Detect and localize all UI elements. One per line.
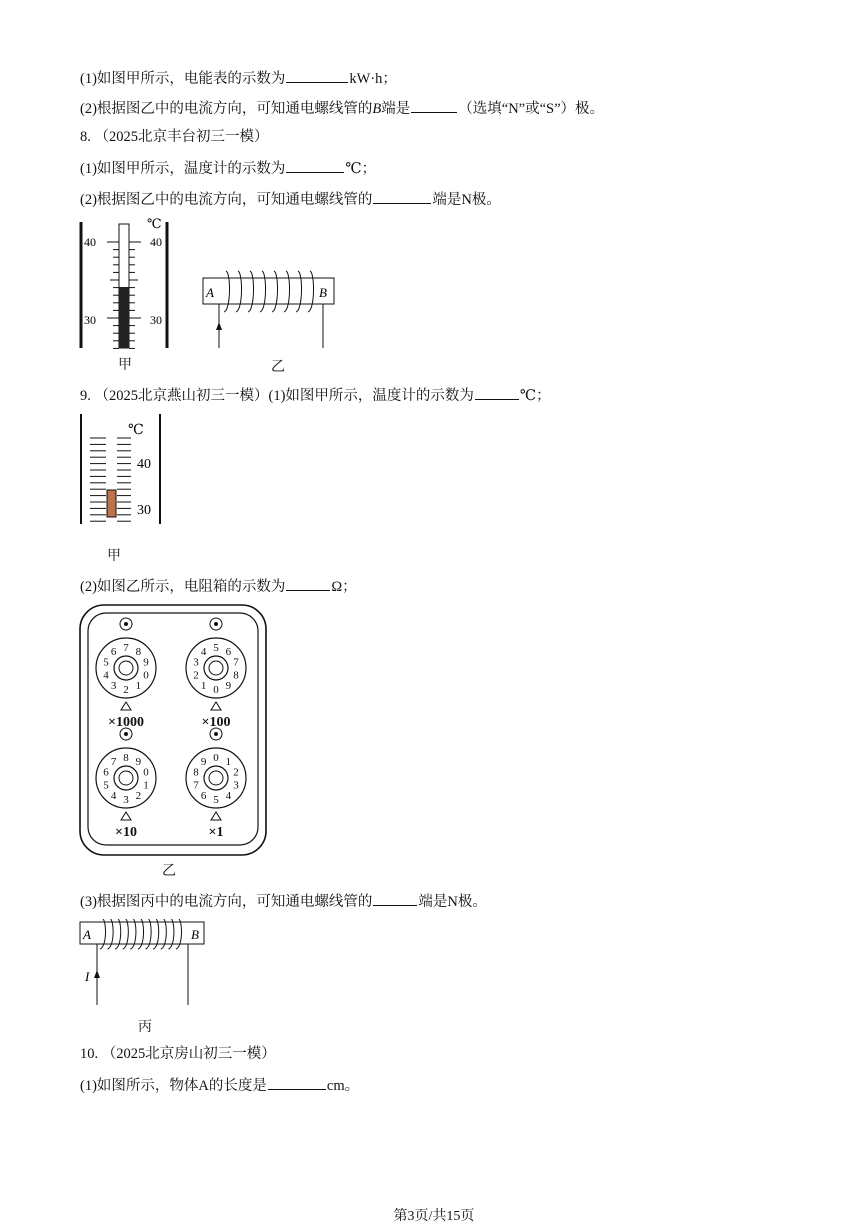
- q8-part2: [80, 189, 501, 209]
- coil-turn: [272, 271, 278, 312]
- dial-digit: 0: [143, 766, 149, 779]
- q8-part2-text: (2)根据图乙中的电流方向，可知通电螺线管的: [80, 192, 373, 208]
- coil-turn: [248, 271, 254, 312]
- resistance-box-figure: [78, 603, 268, 858]
- q8-thermometer-figure: [76, 214, 176, 354]
- q8-part1: [80, 158, 376, 178]
- q10-header: 10. （2025北京房山初三一模）: [80, 1046, 276, 1062]
- q9-header-text: 9. （2025北京燕山初三一模）(1)如图甲所示，温度计的示数为: [80, 388, 474, 404]
- coil-turn: [236, 271, 242, 312]
- resistance-dial: [186, 618, 246, 730]
- fig-caption-bing: 丙: [138, 1020, 152, 1035]
- dial-digit: 4: [103, 669, 109, 682]
- dial-digit: 3: [193, 656, 199, 669]
- dial-pointer-triangle: [121, 702, 131, 710]
- dial-digit: 9: [200, 756, 207, 769]
- q7-part2-variable: B: [372, 101, 382, 117]
- q9-thermometer-figure: [76, 412, 166, 528]
- current-label: I: [85, 969, 90, 984]
- q7-part2-mid: 端是: [381, 101, 411, 117]
- dial-digit: 2: [193, 669, 199, 682]
- dial-digit: 2: [123, 684, 129, 696]
- solenoid-end-a: A: [206, 285, 214, 300]
- dial-knob-inner: [209, 771, 223, 785]
- answer-blank[interactable]: [373, 189, 431, 204]
- dial-digit: 1: [143, 779, 149, 792]
- q10-part1-text: (1)如图所示，物体A的长度是: [80, 1078, 267, 1094]
- fig-caption-jia: 甲: [107, 549, 121, 564]
- dial-multiplier-label: ×1000: [108, 715, 144, 730]
- coil-turn: [308, 271, 314, 312]
- current-arrow: [216, 322, 222, 330]
- q9-header: [80, 385, 551, 405]
- fig-caption-jia: 甲: [118, 358, 132, 373]
- fig-caption-yi: 乙: [271, 360, 285, 375]
- therm-label-40-left: 40: [84, 235, 96, 249]
- dial-digit: 4: [200, 646, 207, 659]
- dial-knob-inner: [119, 661, 133, 675]
- dial-digit: 7: [233, 656, 239, 669]
- dial-pointer-triangle: [211, 812, 221, 820]
- coil-turn: [224, 271, 230, 312]
- q7-part2: [80, 98, 604, 118]
- dial-knob: [204, 656, 228, 680]
- dial-knob: [204, 766, 228, 790]
- q9-part3-text: (3)根据图丙中的电流方向，可知通电螺线管的: [80, 894, 373, 910]
- page-footer: 第3页/共15页: [393, 1209, 475, 1224]
- q7-part1-unit: kW·h；: [349, 71, 397, 87]
- q8-part1-unit: ℃；: [345, 161, 377, 177]
- coil-turn: [296, 271, 302, 312]
- therm-unit-label: ℃: [128, 423, 144, 438]
- dial-digit: 3: [233, 779, 239, 792]
- dial-digit: 1: [225, 756, 232, 769]
- terminal-knob-center: [124, 622, 128, 626]
- mercury-column: [119, 287, 129, 348]
- q8-part2-post: 端是N极。: [432, 192, 501, 208]
- dial-digit: 9: [135, 756, 142, 769]
- answer-blank[interactable]: [411, 98, 457, 113]
- q9-header-unit: ℃；: [519, 388, 551, 404]
- current-arrow: [94, 970, 100, 978]
- dial-digit: 5: [103, 779, 109, 792]
- terminal-knob-center: [214, 622, 218, 626]
- dial-digit: 7: [193, 779, 199, 792]
- dial-knob-inner: [119, 771, 133, 785]
- therm-label-40: 40: [137, 457, 151, 472]
- dial-digit: 8: [123, 752, 129, 764]
- dial-digit: 6: [225, 646, 232, 659]
- liquid-column: [107, 490, 116, 517]
- dial-digit: 5: [103, 656, 109, 669]
- q10-part1: [80, 1075, 359, 1095]
- resistance-dial: [186, 728, 246, 840]
- q8-header: 8. （2025北京丰台初三一模）: [80, 129, 269, 145]
- dial-multiplier-label: ×10: [115, 825, 137, 840]
- q7-part2-text: (2)根据图乙中的电流方向，可知通电螺线管的: [80, 101, 373, 117]
- dial-digit: 1: [200, 679, 207, 692]
- dial-digit: 9: [143, 656, 149, 669]
- q10-part1-unit: cm。: [326, 1078, 360, 1094]
- dial-digit: 3: [110, 679, 117, 692]
- answer-blank[interactable]: [268, 1075, 326, 1090]
- q9-part3: [80, 891, 487, 911]
- dial-digit: 2: [233, 766, 239, 779]
- fig-caption-yi: 乙: [162, 864, 176, 879]
- terminal-knob-center: [124, 732, 128, 736]
- dial-multiplier-label: ×1: [208, 825, 224, 840]
- answer-blank[interactable]: [286, 576, 330, 591]
- coil-turn: [284, 271, 290, 312]
- dial-digit: 0: [213, 752, 219, 764]
- solenoid-end-b: B: [191, 927, 199, 942]
- dial-knob: [114, 656, 138, 680]
- q9-part3-post: 端是N极。: [418, 894, 487, 910]
- dial-digit: 6: [110, 646, 117, 659]
- q7-part1-text: (1)如图甲所示，电能表的示数为: [80, 71, 286, 87]
- dial-digit: 0: [143, 669, 149, 682]
- q7-part1: [80, 68, 397, 88]
- dial-digit: 8: [193, 766, 199, 779]
- solenoid-end-a: A: [83, 927, 91, 942]
- therm-unit-label: ℃: [147, 216, 162, 231]
- q7-part2-options: （选填“N”或“S”）极。: [458, 101, 605, 117]
- therm-label-30-left: 30: [84, 313, 96, 327]
- answer-blank[interactable]: [475, 385, 519, 400]
- dial-digit: 2: [135, 789, 142, 802]
- dial-digit: 8: [135, 646, 142, 659]
- therm-label-30: 30: [137, 503, 151, 518]
- therm-label-40-right: 40: [150, 235, 162, 249]
- q9-part2: [80, 576, 357, 596]
- q8-part1-text: (1)如图甲所示，温度计的示数为: [80, 161, 286, 177]
- resistance-dial: [96, 728, 156, 840]
- q9-part2-unit: Ω；: [331, 579, 357, 595]
- dial-knob: [114, 766, 138, 790]
- dial-digit: 4: [225, 789, 232, 802]
- coil-turn: [260, 271, 266, 312]
- dial-digit: 7: [123, 642, 129, 654]
- answer-blank[interactable]: [373, 891, 417, 906]
- dial-multiplier-label: ×100: [201, 715, 231, 730]
- dial-digit: 6: [103, 766, 109, 779]
- q9-solenoid-figure: [78, 919, 208, 1009]
- terminal-knob-center: [214, 732, 218, 736]
- dial-pointer-triangle: [121, 812, 131, 820]
- dial-digit: 6: [200, 789, 207, 802]
- dial-digit: 0: [213, 684, 219, 696]
- dial-pointer-triangle: [211, 702, 221, 710]
- therm-label-30-right: 30: [150, 313, 162, 327]
- dial-digit: 7: [110, 756, 117, 769]
- dial-digit: 1: [135, 679, 142, 692]
- solenoid-end-b: B: [319, 285, 327, 300]
- answer-blank[interactable]: [286, 68, 348, 83]
- dial-digit: 5: [213, 642, 219, 654]
- resistance-dial: [96, 618, 156, 730]
- dial-digit: 3: [123, 794, 129, 806]
- dial-digit: 9: [225, 679, 232, 692]
- q8-solenoid-figure: [198, 268, 343, 350]
- q9-part2-text: (2)如图乙所示，电阻箱的示数为: [80, 579, 286, 595]
- dial-knob-inner: [209, 661, 223, 675]
- dial-digit: 4: [110, 789, 117, 802]
- dial-digit: 8: [233, 669, 239, 682]
- dial-digit: 5: [213, 794, 219, 806]
- answer-blank[interactable]: [286, 158, 344, 173]
